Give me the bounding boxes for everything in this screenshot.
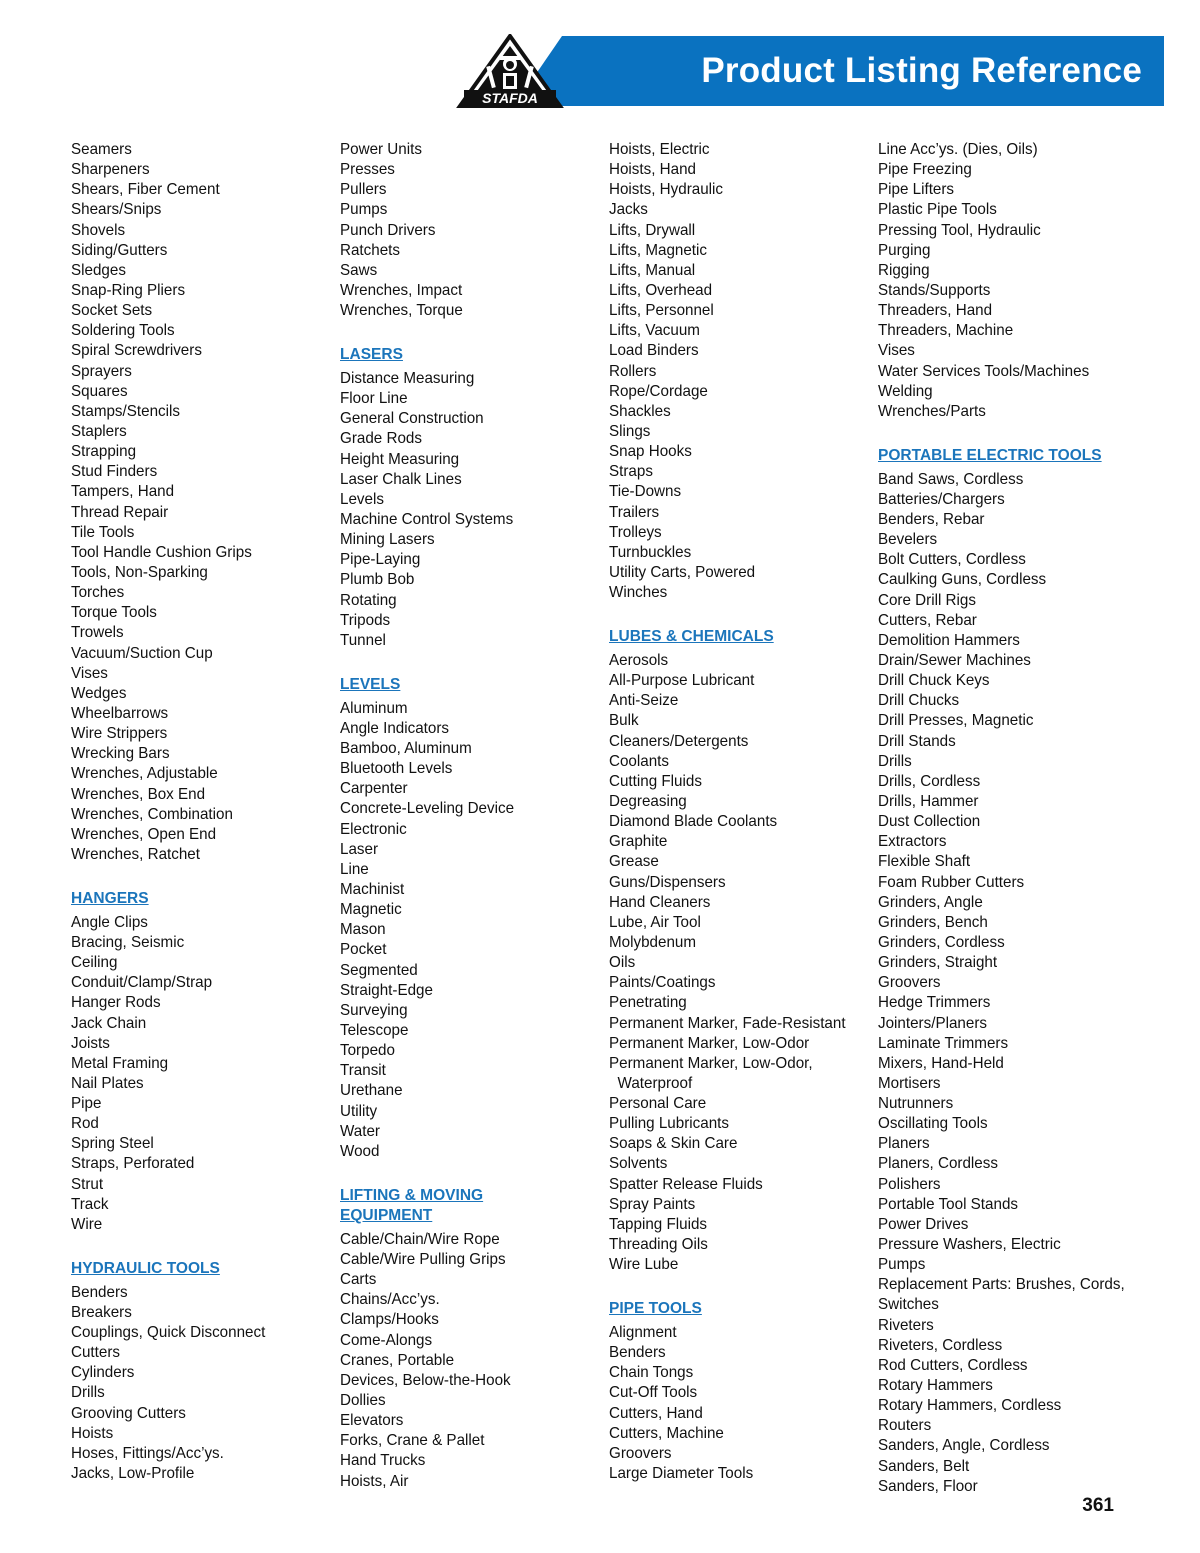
- list-item: Plumb Bob: [340, 571, 415, 589]
- section-gap: [878, 422, 1168, 446]
- list-item: Metal Framing: [71, 1054, 169, 1072]
- list-item: Magnetic: [340, 901, 402, 919]
- list-item: Thread Repair: [71, 503, 169, 521]
- list-item: Pressing Tool, Hydraulic: [878, 221, 1041, 239]
- column-2: [340, 140, 605, 1492]
- list-item: Hoists, Hand: [609, 161, 697, 179]
- list-item: Devices, Below-the-Hook: [340, 1371, 511, 1389]
- section-gap: [340, 1162, 605, 1186]
- list-item: Batteries/Chargers: [878, 490, 1005, 508]
- list-item: Height Measuring: [340, 450, 460, 468]
- list-item: Soaps & Skin Care: [609, 1135, 738, 1153]
- list-item: Straps: [609, 463, 653, 481]
- section-heading: LUBES & CHEMICALS: [609, 628, 774, 646]
- list-item: Vises: [878, 342, 915, 360]
- list-item: Lube, Air Tool: [609, 913, 701, 931]
- list-item: Tampers, Hand: [71, 483, 175, 501]
- list-item: Mortisers: [878, 1074, 941, 1092]
- list-item: Grooving Cutters: [71, 1404, 186, 1422]
- list-item: Rotary Hammers: [878, 1377, 993, 1395]
- list-item: Cutters, Machine: [609, 1424, 724, 1442]
- list-item: Wire Lube: [609, 1256, 679, 1274]
- list-item: Laser Chalk Lines: [340, 470, 462, 488]
- list-item: Socket Sets: [71, 302, 153, 320]
- list-item: Carts: [340, 1271, 377, 1289]
- list-item: Sanders, Floor: [878, 1477, 978, 1495]
- section-heading: PORTABLE ELECTRIC TOOLS: [878, 446, 1102, 464]
- list-item: Trailers: [609, 503, 660, 521]
- list-item: Torches: [71, 584, 125, 602]
- list-item: Tie-Downs: [609, 483, 682, 501]
- list-item: Elevators: [340, 1412, 404, 1430]
- list-item: Pumps: [878, 1256, 926, 1274]
- list-item: Portable Tool Stands: [878, 1195, 1018, 1213]
- list-item: Drill Chucks: [878, 692, 960, 710]
- list-item: Lifts, Magnetic: [609, 241, 707, 259]
- list-item: Turnbuckles: [609, 543, 692, 561]
- list-item: Tool Handle Cushion Grips: [71, 543, 252, 561]
- list-item: Cutting Fluids: [609, 772, 702, 790]
- list-item: Stands/Supports: [878, 281, 991, 299]
- list-item: Pumps: [340, 201, 388, 219]
- list-item: Wedges: [71, 684, 127, 702]
- list-item: Jacks, Low-Profile: [71, 1465, 195, 1483]
- list-item: Stamps/Stencils: [71, 402, 180, 420]
- list-item: Tripods: [340, 611, 391, 629]
- list-item: Spiral Screwdrivers: [71, 342, 202, 360]
- section-heading: HYDRAULIC TOOLS: [71, 1259, 220, 1277]
- list-item: Mason: [340, 921, 386, 939]
- list-item: Welding: [878, 382, 933, 400]
- section-gap: [609, 603, 874, 627]
- list-item: Lifts, Overhead: [609, 281, 713, 299]
- stafda-logo: [456, 34, 564, 110]
- list-item: Hand Trucks: [340, 1452, 426, 1470]
- list-item: Wire: [71, 1215, 103, 1233]
- list-item: Clamps/Hooks: [340, 1311, 439, 1329]
- list-item: Spray Paints: [609, 1195, 696, 1213]
- list-item: Stud Finders: [71, 463, 158, 481]
- list-item: Shovels: [71, 221, 126, 239]
- list-item: Rod Cutters, Cordless: [878, 1356, 1028, 1374]
- list-item: Pocket: [340, 941, 387, 959]
- list-item: Angle Indicators: [340, 719, 449, 737]
- list-item: Cylinders: [71, 1364, 135, 1382]
- list-item: Rod: [71, 1115, 99, 1133]
- list-item: Grinders, Angle: [878, 893, 983, 911]
- list-item: Groovers: [609, 1444, 672, 1462]
- list-item: Grinders, Cordless: [878, 933, 1005, 951]
- list-item: Track: [71, 1195, 109, 1213]
- list-item: Power Drives: [878, 1215, 969, 1233]
- list-item: Benders: [609, 1344, 666, 1362]
- list-item: Threading Oils: [609, 1236, 708, 1254]
- list-item: Soldering Tools: [71, 322, 175, 340]
- list-item: Permanent Marker, Low-Odor: [609, 1034, 810, 1052]
- list-item: Couplings, Quick Disconnect: [71, 1324, 266, 1342]
- list-item: Dust Collection: [878, 813, 981, 831]
- list-item: Winches: [609, 584, 668, 602]
- page-number: 361: [1082, 1495, 1114, 1516]
- page-title: Product Listing Reference: [701, 51, 1142, 90]
- list-item: Concrete-Leveling Device: [340, 800, 515, 818]
- list-item: Wrenches, Ratchet: [71, 845, 200, 863]
- list-item: Cleaners/Detergents: [609, 732, 749, 750]
- list-item: Grade Rods: [340, 430, 422, 448]
- list-item: Ceiling: [71, 954, 118, 972]
- list-item: Line: [340, 860, 369, 878]
- list-item: Levels: [340, 490, 384, 508]
- logo-text: STAFDA: [482, 90, 538, 106]
- list-item: Power Units: [340, 141, 422, 158]
- list-item: Trolleys: [609, 523, 662, 541]
- list-item: Seamers: [71, 141, 132, 158]
- list-item: Spring Steel: [71, 1135, 154, 1153]
- list-item: Hoists, Electric: [609, 141, 710, 158]
- list-item: Cutters, Hand: [609, 1404, 703, 1422]
- section-gap: [71, 1235, 336, 1259]
- list-item: Torpedo: [340, 1042, 395, 1060]
- list-item: Punch Drivers: [340, 221, 436, 239]
- list-item: Hedge Trimmers: [878, 994, 991, 1012]
- section-heading: EQUIPMENT: [340, 1206, 433, 1224]
- list-item: Grinders, Straight: [878, 954, 998, 972]
- list-item: Jacks: [609, 201, 648, 219]
- list-item: Staplers: [71, 422, 127, 440]
- list-item: Grinders, Bench: [878, 913, 988, 931]
- list-item: Squares: [71, 382, 128, 400]
- list-item: Jointers/Planers: [878, 1014, 987, 1032]
- list-item: Wood: [340, 1142, 380, 1160]
- list-item: Benders: [71, 1283, 128, 1301]
- list-item: Coolants: [609, 752, 669, 770]
- list-item: Vacuum/Suction Cup: [71, 644, 213, 662]
- list-item: Slings: [609, 422, 651, 440]
- list-item: Surveying: [340, 1001, 408, 1019]
- list-item: Drills: [71, 1384, 105, 1402]
- list-item: Lifts, Personnel: [609, 302, 714, 320]
- list-item: Tile Tools: [71, 523, 135, 541]
- list-item: Caulking Guns, Cordless: [878, 571, 1047, 589]
- list-item: Bolt Cutters, Cordless: [878, 551, 1026, 569]
- list-item: Machine Control Systems: [340, 510, 514, 528]
- list-item: Spatter Release Fluids: [609, 1175, 763, 1193]
- list-item: Wrenches/Parts: [878, 402, 986, 420]
- list-item: Planers: [878, 1135, 930, 1153]
- list-item: Hanger Rods: [71, 994, 161, 1012]
- list-item: Mixers, Hand-Held: [878, 1054, 1004, 1072]
- list-item: Utility Carts, Powered: [609, 563, 756, 581]
- list-item: Chain Tongs: [609, 1364, 694, 1382]
- list-item: Pipe: [71, 1095, 102, 1113]
- list-item: Molybdenum: [609, 933, 697, 951]
- list-item: Band Saws, Cordless: [878, 470, 1024, 488]
- list-item: Paints/Coatings: [609, 974, 716, 992]
- list-item: Sharpeners: [71, 161, 150, 179]
- list-item: Demolition Hammers: [878, 631, 1020, 649]
- list-item: Segmented: [340, 961, 418, 979]
- list-item: Conduit/Clamp/Strap: [71, 974, 213, 992]
- list-item: Laser: [340, 840, 379, 858]
- list-item: Joists: [71, 1034, 110, 1052]
- list-item: Telescope: [340, 1021, 409, 1039]
- list-item: Wrenches, Open End: [71, 825, 217, 843]
- section-heading: PIPE TOOLS: [609, 1300, 702, 1318]
- column-3: [609, 140, 874, 1484]
- list-item: Snap-Ring Pliers: [71, 281, 186, 299]
- list-item: Pulling Lubricants: [609, 1115, 729, 1133]
- list-item: Routers: [878, 1417, 932, 1435]
- list-item: Load Binders: [609, 342, 699, 360]
- list-item: Lifts, Vacuum: [609, 322, 700, 340]
- list-item: Oscillating Tools: [878, 1115, 988, 1133]
- list-item: Anti-Seize: [609, 692, 679, 710]
- list-item: Pressure Washers, Electric: [878, 1236, 1061, 1254]
- list-item: Pipe Lifters: [878, 181, 955, 199]
- list-item: Benders, Rebar: [878, 510, 985, 528]
- list-item: Forks, Crane & Pallet: [340, 1432, 485, 1450]
- section-heading: HANGERS: [71, 889, 149, 907]
- list-item: Cable/Wire Pulling Grips: [340, 1250, 506, 1268]
- list-item: Laminate Trimmers: [878, 1034, 1009, 1052]
- section-gap: [340, 651, 605, 675]
- list-item: Floor Line: [340, 390, 408, 408]
- list-item: Personal Care: [609, 1095, 707, 1113]
- list-item: Cutters: [71, 1344, 120, 1362]
- list-item: Foam Rubber Cutters: [878, 873, 1025, 891]
- list-item: Bulk: [609, 712, 639, 730]
- list-item: Plastic Pipe Tools: [878, 201, 997, 219]
- section-gap: [71, 865, 336, 889]
- list-item: Permanent Marker, Low-Odor,: [609, 1054, 813, 1072]
- list-item: Jack Chain: [71, 1014, 147, 1032]
- list-item: Dollies: [340, 1391, 386, 1409]
- list-item: All-Purpose Lubricant: [609, 672, 755, 690]
- list-item: Groovers: [878, 974, 941, 992]
- list-item: Hoists, Hydraulic: [609, 181, 724, 199]
- list-item: Bamboo, Aluminum: [340, 739, 472, 757]
- list-item: Hand Cleaners: [609, 893, 711, 911]
- list-item: Rigging: [878, 261, 930, 279]
- list-item: Urethane: [340, 1082, 403, 1100]
- list-item: Riveters: [878, 1316, 934, 1334]
- column-4: [878, 140, 1168, 1497]
- list-item: Sanders, Belt: [878, 1457, 970, 1475]
- list-item: Hoists, Air: [340, 1472, 409, 1490]
- list-item: Drill Chuck Keys: [878, 672, 990, 690]
- list-item: Drills, Cordless: [878, 772, 981, 790]
- list-item: Switches: [878, 1296, 939, 1314]
- list-item: Rotating: [340, 591, 397, 609]
- list-item: Lifts, Drywall: [609, 221, 696, 239]
- list-item: Threaders, Hand: [878, 302, 993, 320]
- list-item: Polishers: [878, 1175, 941, 1193]
- list-item: Tapping Fluids: [609, 1215, 708, 1233]
- list-item: Lifts, Manual: [609, 261, 696, 279]
- list-item: Cable/Chain/Wire Rope: [340, 1230, 500, 1248]
- list-item: Rollers: [609, 362, 657, 380]
- list-item: Wire Strippers: [71, 725, 168, 743]
- list-item: Machinist: [340, 880, 405, 898]
- column-1: [71, 140, 336, 1484]
- list-item: Drills: [878, 752, 912, 770]
- list-item: Waterproof: [617, 1074, 693, 1092]
- list-item: Strut: [71, 1175, 104, 1193]
- list-item: Utility: [340, 1102, 378, 1120]
- list-item: Graphite: [609, 833, 668, 851]
- list-item: Line Acc’ys. (Dies, Oils): [878, 141, 1038, 158]
- list-item: Breakers: [71, 1303, 132, 1321]
- list-item: Transit: [340, 1062, 386, 1080]
- list-item: Strapping: [71, 443, 137, 461]
- list-item: Cranes, Portable: [340, 1351, 455, 1369]
- list-item: Saws: [340, 261, 378, 279]
- section-gap: [340, 321, 605, 345]
- list-item: Tools, Non-Sparking: [71, 563, 208, 581]
- list-item: General Construction: [340, 410, 484, 428]
- list-item: Bracing, Seismic: [71, 933, 185, 951]
- list-item: Permanent Marker, Fade-Resistant: [609, 1014, 846, 1032]
- list-item: Distance Measuring: [340, 370, 475, 387]
- list-item: Snap Hooks: [609, 443, 692, 461]
- list-item: Bevelers: [878, 531, 938, 549]
- list-item: Presses: [340, 161, 395, 179]
- list-item: Sanders, Angle, Cordless: [878, 1437, 1050, 1455]
- list-item: Nutrunners: [878, 1095, 954, 1113]
- list-item: Pullers: [340, 181, 387, 199]
- list-item: Mining Lasers: [340, 531, 435, 549]
- list-item: Core Drill Rigs: [878, 591, 976, 609]
- list-item: Torque Tools: [71, 604, 157, 622]
- list-item: Carpenter: [340, 780, 408, 798]
- list-item: Chains/Acc’ys.: [340, 1291, 440, 1309]
- list-item: Threaders, Machine: [878, 322, 1014, 340]
- list-item: Wrenches, Impact: [340, 281, 463, 299]
- section-heading: LEVELS: [340, 675, 401, 693]
- list-item: Nail Plates: [71, 1074, 144, 1092]
- list-item: Angle Clips: [71, 913, 148, 931]
- list-item: Siding/Gutters: [71, 241, 168, 259]
- list-item: Alignment: [609, 1324, 677, 1342]
- list-item: Water: [340, 1122, 380, 1140]
- list-item: Straight-Edge: [340, 981, 433, 999]
- list-item: Shears, Fiber Cement: [71, 181, 220, 199]
- list-item: Degreasing: [609, 792, 687, 810]
- list-item: Rotary Hammers, Cordless: [878, 1397, 1062, 1415]
- list-item: Bluetooth Levels: [340, 760, 453, 778]
- list-item: Wrecking Bars: [71, 745, 170, 763]
- list-item: Drill Presses, Magnetic: [878, 712, 1034, 730]
- list-item: Drills, Hammer: [878, 792, 979, 810]
- section-heading: LASERS: [340, 346, 403, 364]
- list-item: Aluminum: [340, 699, 408, 717]
- list-item: Pipe Freezing: [878, 161, 972, 179]
- list-item: Water Services Tools/Machines: [878, 362, 1090, 380]
- list-item: Flexible Shaft: [878, 853, 971, 871]
- section-heading: LIFTING & MOVING: [340, 1186, 484, 1204]
- list-item: Cutters, Rebar: [878, 611, 977, 629]
- list-item: Solvents: [609, 1155, 668, 1173]
- list-item: Vises: [71, 664, 108, 682]
- header-banner: [514, 36, 1164, 106]
- list-item: Straps, Perforated: [71, 1155, 195, 1173]
- list-item: Come-Alongs: [340, 1331, 433, 1349]
- list-item: Large Diameter Tools: [609, 1465, 754, 1483]
- list-item: Hoses, Fittings/Acc’ys.: [71, 1444, 224, 1462]
- list-item: Wrenches, Torque: [340, 302, 463, 320]
- list-item: Cut-Off Tools: [609, 1384, 698, 1402]
- list-item: Penetrating: [609, 994, 687, 1012]
- list-item: Aerosols: [609, 651, 669, 669]
- list-item: Ratchets: [340, 241, 400, 259]
- list-item: Shackles: [609, 402, 671, 420]
- list-item: Replacement Parts: Brushes, Cords,: [878, 1276, 1125, 1294]
- list-item: Drain/Sewer Machines: [878, 651, 1031, 669]
- list-item: Grease: [609, 853, 659, 871]
- list-item: Wrenches, Box End: [71, 785, 206, 803]
- list-item: Planers, Cordless: [878, 1155, 998, 1173]
- list-item: Extractors: [878, 833, 947, 851]
- list-item: Riveters, Cordless: [878, 1336, 1003, 1354]
- list-item: Oils: [609, 954, 636, 972]
- list-item: Wrenches, Combination: [71, 805, 233, 823]
- list-item: Purging: [878, 241, 931, 259]
- list-item: Diamond Blade Coolants: [609, 813, 778, 831]
- list-item: Pipe-Laying: [340, 551, 421, 569]
- list-item: Hoists: [71, 1424, 114, 1442]
- list-item: Wheelbarrows: [71, 704, 169, 722]
- list-item: Trowels: [71, 624, 124, 642]
- list-item: Tunnel: [340, 631, 386, 649]
- list-item: Drill Stands: [878, 732, 956, 750]
- section-gap: [609, 1275, 874, 1299]
- list-item: Sprayers: [71, 362, 132, 380]
- list-item: Sledges: [71, 261, 126, 279]
- list-item: Guns/Dispensers: [609, 873, 726, 891]
- list-item: Rope/Cordage: [609, 382, 708, 400]
- list-item: Wrenches, Adjustable: [71, 765, 218, 783]
- list-item: Shears/Snips: [71, 201, 162, 219]
- list-item: Electronic: [340, 820, 407, 838]
